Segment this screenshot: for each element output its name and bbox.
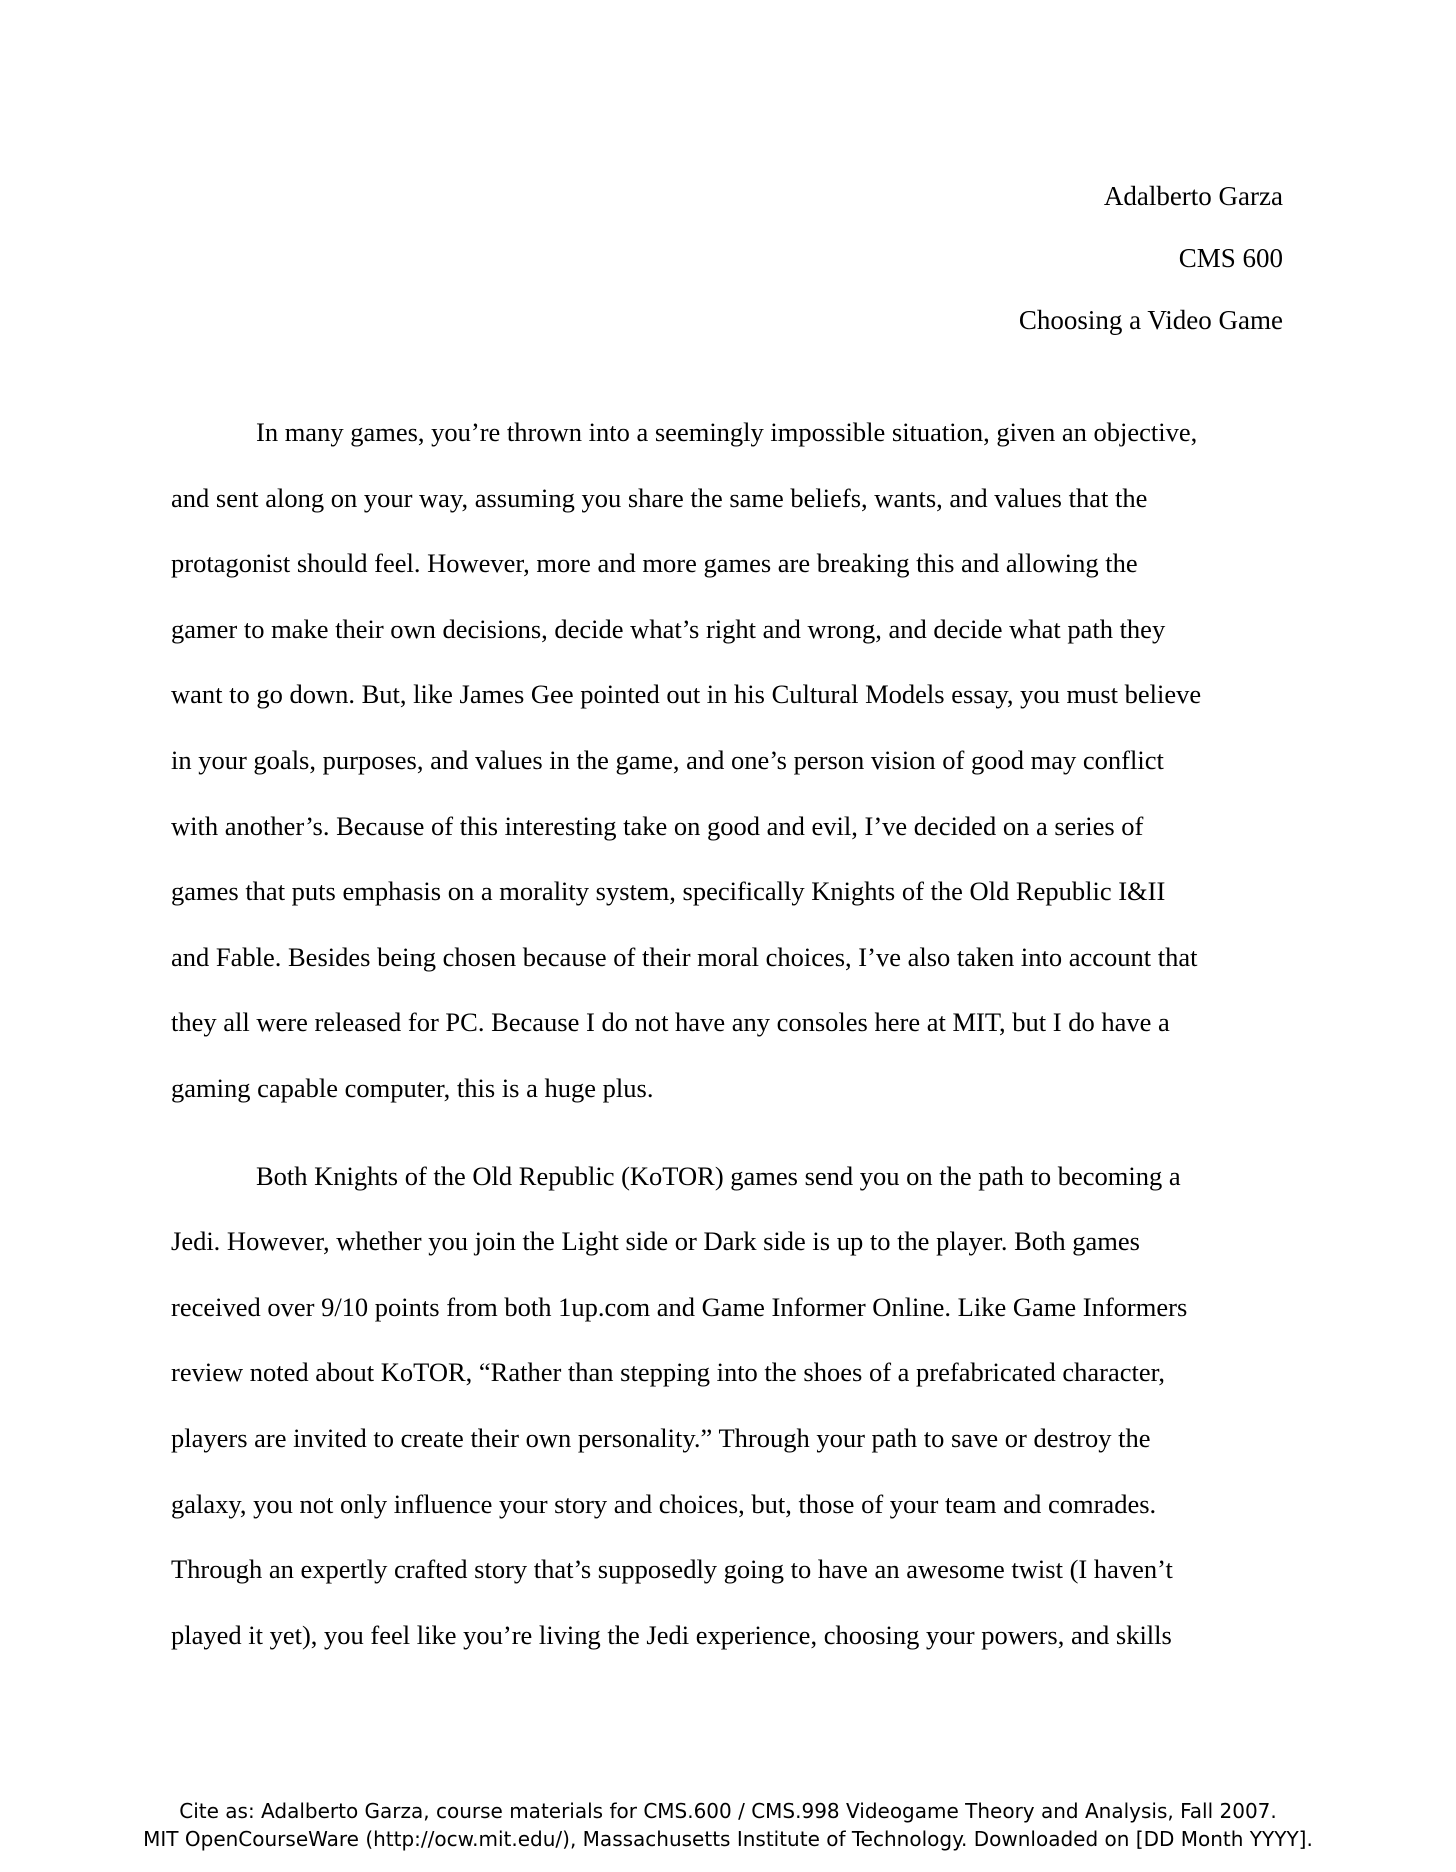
essay-title: Choosing a Video Game <box>1018 305 1283 335</box>
text-line: games that puts emphasis on a morality system, specifically Knights of the Old Republic I&II <box>171 876 1166 907</box>
text-line: they all were released for PC. Because I do not have any consoles here at MIT, but I do have a <box>171 1007 1170 1038</box>
text-line: gaming capable computer, this is a huge plus. <box>171 1072 654 1103</box>
paragraph-2 <box>171 1144 1286 1669</box>
text-line: with another’s. Because of this interesting take on good and evil, I’ve decided on a series of <box>171 810 1144 841</box>
paragraph-spacer <box>171 1122 1286 1144</box>
citation-line: MIT OpenCourseWare (http://ocw.mit.edu/), Massachusetts Institute of Technology. Downloaded on [DD Month YYYY]. <box>143 1827 1313 1851</box>
text-line: In many games, you’re thrown into a seemingly impossible situation, given an objective, <box>256 417 1198 447</box>
text-line: review noted about KoTOR, “Rather than stepping into the shoes of a prefabricated character, <box>171 1357 1166 1388</box>
text-line: and sent along on your way, assuming you share the same beliefs, wants, and values that the <box>171 482 1148 513</box>
text-line: galaxy, you not only influence your story and choices, but, those of your team and comrades. <box>171 1488 1157 1519</box>
text-line: players are invited to create their own personality.” Through your path to save or destroy the <box>171 1422 1151 1453</box>
text-line: in your goals, purposes, and values in the game, and one’s person vision of good may conflict <box>171 744 1164 775</box>
citation-footer <box>0 1797 1456 1853</box>
text-line: received over 9/10 points from both 1up.com and Game Informer Online. Like Game Informers <box>171 1291 1188 1322</box>
text-line: want to go down. But, like James Gee pointed out in his Cultural Models essay, you must believe <box>171 679 1202 710</box>
essay-header <box>1019 165 1283 351</box>
text-line: protagonist should feel. However, more and more games are breaking this and allowing the <box>171 548 1138 579</box>
text-line: Jedi. However, whether you join the Light side or Dark side is up to the player. Both games <box>171 1226 1140 1257</box>
text-line: Both Knights of the Old Republic (KoTOR) games send you on the path to becoming a <box>256 1160 1181 1191</box>
text-line: Through an expertly crafted story that’s supposedly going to have an awesome twist (I haven’t <box>171 1554 1173 1585</box>
citation-line: Cite as: Adalberto Garza, course materials for CMS.600 / CMS.998 Videogame Theory and Analysis, Fall 2007. <box>179 1799 1277 1823</box>
essay-body <box>171 400 1286 1668</box>
text-line: and Fable. Besides being chosen because of their moral choices, I’ve also taken into account that <box>171 941 1198 972</box>
paragraph-1 <box>171 400 1286 1122</box>
author-name: Adalberto Garza <box>1103 181 1283 211</box>
text-line: gamer to make their own decisions, decide what’s right and wrong, and decide what path they <box>171 613 1166 644</box>
text-line: played it yet), you feel like you’re living the Jedi experience, choosing your powers, and skills <box>171 1619 1172 1650</box>
course-code: CMS 600 <box>1178 243 1283 273</box>
